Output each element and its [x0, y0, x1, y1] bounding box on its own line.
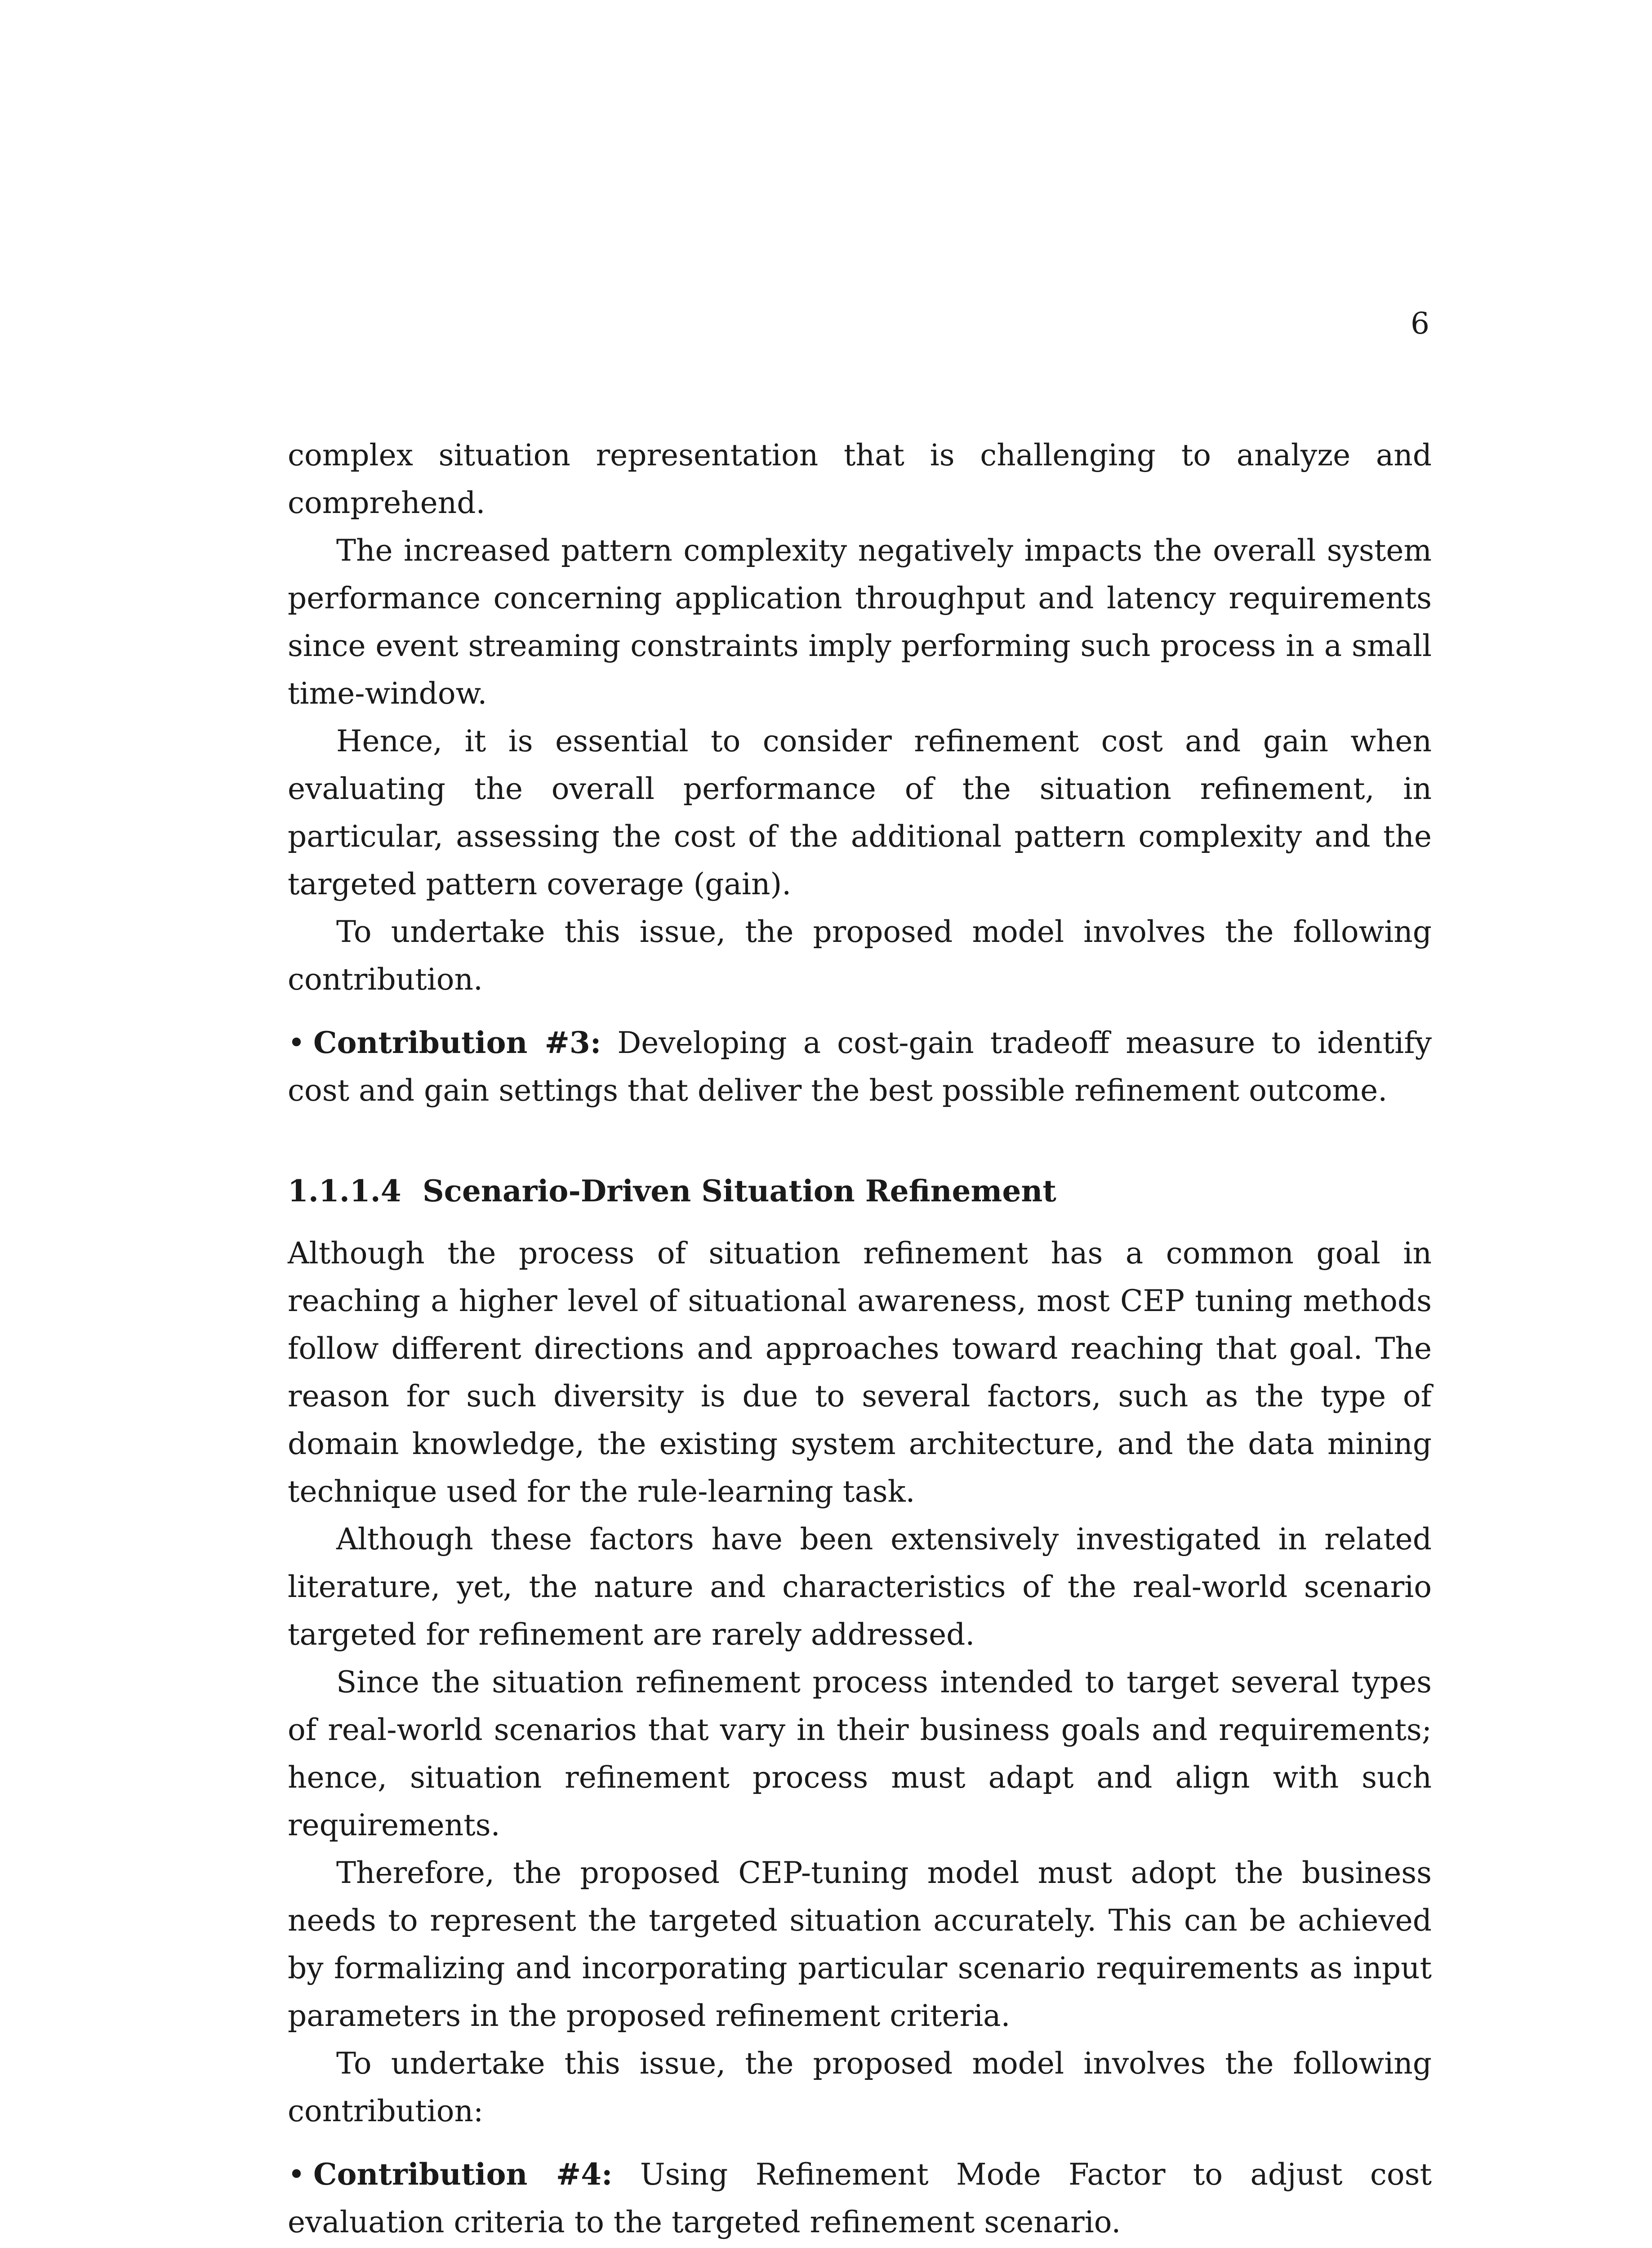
section-number: 1.1.1.4: [288, 1173, 401, 1209]
section-title: Scenario-Driven Situation Refinement: [423, 1173, 1056, 1209]
page-body: [288, 432, 1432, 2246]
contribution-4-text: Using Refinement Mode Factor to adjust cost evaluation criteria to the targeted refinement scenario.: [288, 2157, 1432, 2239]
paragraph: Although the process of situation refinement has a common goal in reaching a higher level of situational awareness, most CEP tuning methods follow different directions and approaches toward reaching that goal. The reason for such diversity is due to several factors, such as the type of domain knowledge, the existing system architecture, and the data mining technique used for the rule-learning task.: [288, 1236, 1432, 1509]
bullet-icon: •: [288, 1026, 305, 1060]
contribution-3-label: Contribution #3:: [313, 1025, 601, 1060]
paragraph: Since the situation refinement process intended to target several types of real-world scenarios that vary in their business goals and requirements; hence, situation refinement process must adapt and align with such requirements.: [288, 1665, 1432, 1842]
bullet-icon: •: [288, 2157, 305, 2192]
paragraph: The increased pattern complexity negatively impacts the overall system performance concerning application throughput and latency requirements since event streaming constraints imply performing such process in a small time-window.: [288, 533, 1432, 711]
paragraph: complex situation representation that is challenging to analyze and comprehend.: [288, 438, 1432, 520]
contribution-4-item: [288, 2150, 1432, 2246]
page-number: 6: [1411, 306, 1429, 341]
section-heading: [288, 1173, 1432, 1209]
paragraph: Although these factors have been extensively investigated in related literature, yet, the nature and characteristics of the real-world scenario targeted for refinement are rarely addressed.: [288, 1522, 1432, 1652]
paragraph: To undertake this issue, the proposed model involves the following contribution:: [288, 2046, 1432, 2128]
contribution-4-label: Contribution #4:: [313, 2157, 613, 2192]
contribution-3-text: Developing a cost-gain tradeoff measure to identify cost and gain settings that deliver the best possible refinement outcome.: [288, 1026, 1432, 1108]
contribution-3-item: [288, 1019, 1432, 1115]
paragraph: To undertake this issue, the proposed model involves the following contribution.: [288, 914, 1432, 997]
paragraph: Hence, it is essential to consider refinement cost and gain when evaluating the overall performance of the situation refinement, in particular, assessing the cost of the additional pattern complexity and the targeted pattern coverage (gain).: [288, 724, 1432, 901]
paragraph: Therefore, the proposed CEP-tuning model must adopt the business needs to represent the targeted situation accurately. This can be achieved by formalizing and incorporating particular scenario requirements as input parameters in the proposed refinement criteria.: [288, 1855, 1432, 2033]
